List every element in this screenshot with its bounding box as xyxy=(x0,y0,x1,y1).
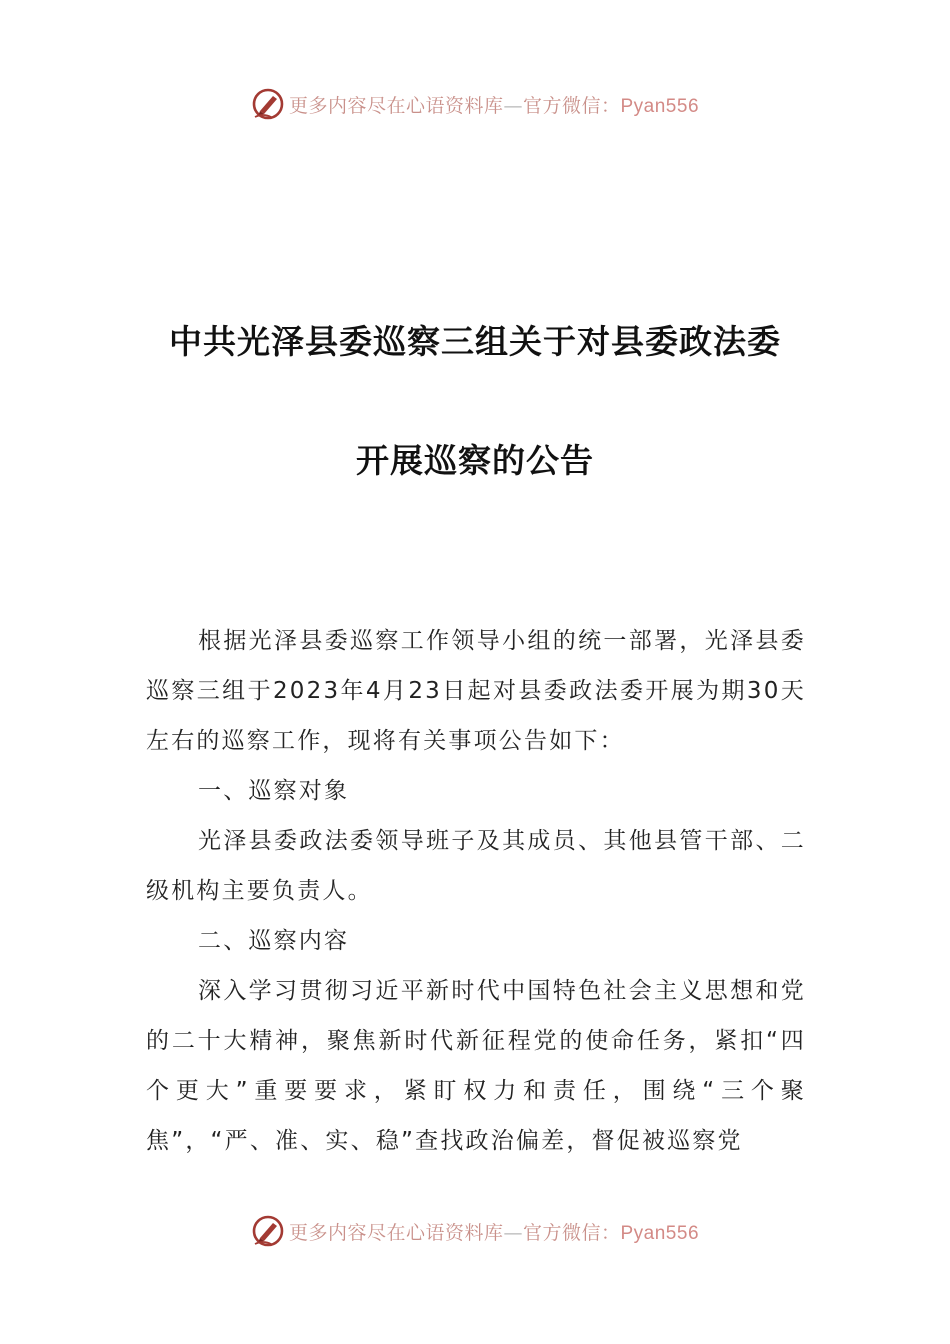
intro-paragraph: 根据光泽县委巡察工作领导小组的统一部署，光泽县委巡察三组于2023年4月23日起对县委政法委开展为期30天左右的巡察工作，现将有关事项公告如下： xyxy=(146,628,806,754)
watermark-top xyxy=(0,84,950,124)
watermark-main: 更多内容尽在心语资料库 xyxy=(288,1221,504,1244)
section-2-paragraph: 深入学习贯彻习近平新时代中国特色社会主义思想和党的二十大精神，聚焦新时代新征程党的使命任务，紧扣“四个更大”重要要求，紧盯权力和责任，围绕“三个聚焦”，“严、准、实、稳”查找政治偏差，督促被巡察党 xyxy=(146,978,806,1154)
document-body xyxy=(146,616,806,1166)
section-2-heading: 二、巡察内容 xyxy=(198,928,350,954)
watermark-main: 更多内容尽在心语资料库 xyxy=(288,94,504,117)
watermark-dash: — xyxy=(503,94,523,117)
pen-logo-icon xyxy=(251,1214,285,1248)
watermark-id: Pyan556 xyxy=(620,95,700,117)
watermark-text xyxy=(289,91,699,118)
watermark-text xyxy=(289,1218,699,1245)
pen-logo-icon xyxy=(251,87,285,121)
watermark-dash: — xyxy=(503,1221,523,1244)
watermark-label: 官方微信： xyxy=(522,1221,621,1244)
watermark-id: Pyan556 xyxy=(620,1222,700,1244)
document-title-line-1: 中共光泽县委巡察三组关于对县委政法委 xyxy=(169,322,781,361)
document-title-line-2: 开展巡察的公告 xyxy=(356,441,594,480)
section-1-heading: 一、巡察对象 xyxy=(198,778,350,804)
watermark-label: 官方微信： xyxy=(522,94,621,117)
section-1-paragraph: 光泽县委政法委领导班子及其成员、其他县管干部、二级机构主要负责人。 xyxy=(146,828,806,904)
watermark-bottom xyxy=(0,1211,950,1251)
